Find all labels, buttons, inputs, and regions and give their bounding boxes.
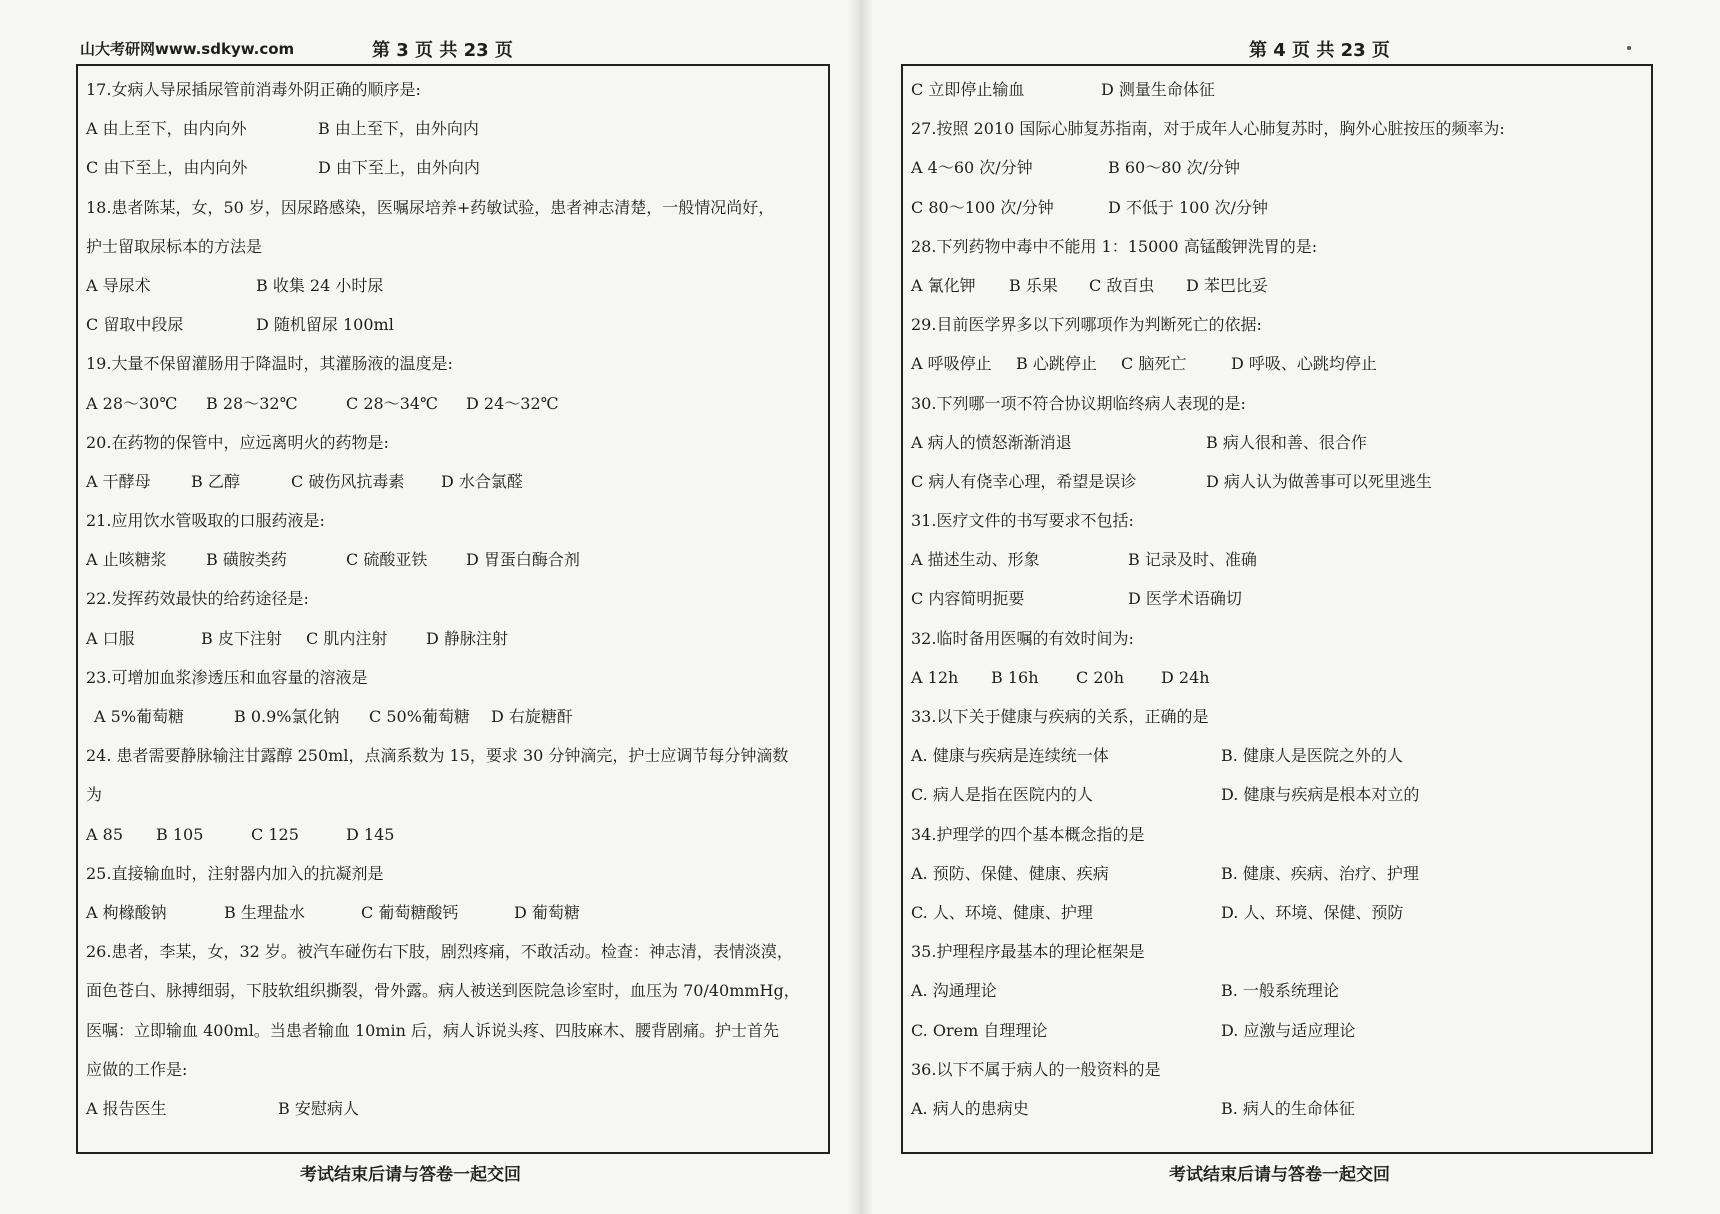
answer-option: D. 人、环境、保健、预防 (1221, 902, 1404, 922)
answer-options (86, 1089, 820, 1128)
question-lines (911, 70, 1643, 1128)
page-4 (872, 0, 1720, 1214)
question-lines (86, 70, 820, 1128)
question-text: 29.目前医学界多以下列哪项作为判断死亡的依据: (911, 315, 1262, 335)
answer-option: C. 人、环境、健康、护理 (911, 902, 1093, 922)
answer-options (86, 384, 820, 423)
question-frame (76, 64, 830, 1154)
answer-options (911, 462, 1643, 501)
answer-option: B 收集 24 小时尿 (256, 275, 384, 295)
answer-option: D 医学术语确切 (1128, 589, 1242, 609)
question-text: 24. 患者需要静脉输注甘露醇 250ml，点滴系数为 15，要求 30 分钟滴完，护士应调节每分钟滴数 (86, 746, 789, 766)
scan-speck (1627, 46, 1631, 50)
answer-option: C 破伤风抗毒素 (291, 471, 405, 491)
answer-options (911, 893, 1643, 932)
question-text: 31.医疗文件的书写要求不包括: (911, 511, 1134, 531)
answer-option: A 氰化钾 (911, 275, 976, 295)
answer-options (911, 1011, 1643, 1050)
answer-options (86, 815, 820, 854)
footer-note: 考试结束后请与答卷一起交回 (300, 1165, 521, 1185)
answer-option: D 水合氯醛 (441, 471, 523, 491)
answer-option: A 5%葡萄糖 (94, 707, 185, 726)
answer-option: C 留取中段尿 (86, 315, 184, 335)
question-text: 医嘱：立即输血 400ml。当患者输血 10min 后，病人诉说头疼、四肢麻木、腰背剧痛。护士首先 (86, 1020, 780, 1040)
answer-options (86, 462, 820, 501)
answer-option: A. 沟通理论 (911, 981, 997, 1001)
answer-option: A 导尿术 (86, 275, 151, 295)
answer-option: C 葡萄糖酸钙 (361, 902, 459, 922)
answer-option: B. 一般系统理论 (1221, 981, 1339, 1001)
answer-option: D 24h (1161, 667, 1210, 687)
answer-option: A 由上至下，由内向外 (86, 119, 247, 139)
answer-option: C 敌百虫 (1089, 275, 1155, 295)
question-text: 25.直接输血时，注射器内加入的抗凝剂是 (86, 863, 384, 883)
answer-options (86, 266, 820, 305)
answer-option: B 乐果 (1009, 275, 1058, 295)
answer-option: C 肌内注射 (306, 628, 388, 648)
answer-options (86, 540, 820, 579)
answer-option: C 立即停止输血 (911, 80, 1025, 99)
answer-option: D 测量生命体征 (1101, 80, 1215, 99)
answer-options (911, 540, 1643, 579)
answer-options (911, 579, 1643, 618)
question-text: 26.患者，李某，女，32 岁。被汽车碰伤右下肢，剧烈疼痛，不敢活动。检查：神志清，表情淡漠， (86, 942, 793, 962)
question-text: 18.患者陈某，女，50 岁，因尿路感染，医嘱尿培养+药敏试验，患者神志清楚，一般情况尚好， (86, 197, 775, 217)
answer-option: C 脑死亡 (1121, 354, 1187, 374)
answer-option: A. 健康与疾病是连续统一体 (911, 746, 1109, 766)
answer-option: D 由下至上，由外向内 (318, 158, 480, 178)
question-text: 36.以下不属于病人的一般资料的是 (911, 1059, 1161, 1079)
footer-note: 考试结束后请与答卷一起交回 (1169, 1165, 1390, 1185)
question-text: 面色苍白、脉搏细弱，下肢软组织撕裂，骨外露。病人被送到医院急诊室时，血压为 70/40mmHg， (86, 981, 800, 1001)
question-text: 22.发挥药效最快的给药途径是: (86, 589, 309, 609)
answer-option: A 28～30℃ (86, 393, 178, 413)
answer-options (911, 266, 1643, 305)
answer-option: D. 应激与适应理论 (1221, 1020, 1356, 1040)
question-text: 27.按照 2010 国际心肺复苏指南，对于成年人心肺复苏时，胸外心脏按压的频率为: (911, 119, 1505, 139)
page-number-label: 第 3 页 共 23 页 (372, 40, 513, 61)
answer-options (86, 109, 820, 148)
answer-option: B 28～32℃ (206, 393, 298, 413)
answer-option: B 生理盐水 (224, 902, 305, 922)
answer-options (86, 893, 820, 932)
answer-option: C 125 (251, 824, 299, 844)
question-frame (901, 64, 1653, 1154)
answer-options (911, 148, 1643, 187)
answer-options (911, 775, 1643, 814)
question-text: 35.护理程序最基本的理论框架是 (911, 942, 1145, 962)
question-text: 30.下列哪一项不符合协议期临终病人表现的是: (911, 393, 1246, 413)
answer-option: A 止咳糖浆 (86, 550, 167, 570)
answer-option: A 报告医生 (86, 1098, 167, 1118)
answer-option: B 由上至下，由外向内 (318, 119, 479, 139)
answer-option: A 枸橼酸钠 (86, 902, 167, 922)
question-text: 33.以下关于健康与疾病的关系，正确的是 (911, 707, 1209, 726)
answer-option: A 呼吸停止 (911, 354, 992, 374)
answer-option: D 随机留尿 100ml (256, 315, 394, 335)
answer-option: B 16h (991, 667, 1039, 687)
answer-option: D 145 (346, 824, 395, 844)
answer-option: D 呼吸、心跳均停止 (1231, 354, 1377, 374)
answer-option: B. 病人的生命体征 (1221, 1098, 1355, 1118)
answer-option: C 内容简明扼要 (911, 589, 1025, 609)
answer-option: B 60～80 次/分钟 (1108, 158, 1241, 178)
answer-option: D 静脉注射 (426, 628, 508, 648)
question-text: 32.临时备用医嘱的有效时间为: (911, 628, 1134, 648)
answer-options (911, 344, 1643, 383)
answer-option: D. 健康与疾病是根本对立的 (1221, 785, 1420, 805)
answer-options (911, 658, 1643, 697)
question-text: 护士留取尿标本的方法是 (86, 236, 263, 256)
answer-option: B. 健康、疾病、治疗、护理 (1221, 863, 1419, 883)
answer-option: D 葡萄糖 (514, 902, 580, 922)
answer-option: B 安慰病人 (278, 1098, 359, 1118)
answer-option: B 105 (156, 824, 204, 844)
answer-option: D 24～32℃ (466, 393, 559, 413)
answer-option: D 不低于 100 次/分钟 (1108, 197, 1269, 217)
answer-option: B. 健康人是医院之外的人 (1221, 746, 1403, 766)
answer-option: A 85 (86, 824, 123, 844)
answer-options (911, 70, 1643, 109)
answer-option: C 由下至上，由内向外 (86, 158, 248, 178)
answer-option: A 12h (911, 667, 959, 687)
answer-option: A. 预防、保健、健康、疾病 (911, 863, 1109, 883)
answer-options (86, 697, 820, 736)
answer-option: C 病人有侥幸心理，希望是误诊 (911, 471, 1137, 491)
answer-option: C 20h (1076, 667, 1124, 687)
answer-option: B 心跳停止 (1016, 354, 1097, 374)
answer-option: A 4～60 次/分钟 (911, 158, 1033, 178)
site-header: 山大考研网www.sdkyw.com (80, 40, 295, 58)
answer-option: B 记录及时、准确 (1128, 550, 1257, 570)
question-text: 为 (86, 785, 103, 805)
answer-option: A 口服 (86, 628, 135, 648)
answer-option: A 病人的愤怒渐渐消退 (911, 432, 1072, 452)
answer-option: C 硫酸亚铁 (346, 550, 428, 570)
answer-options (911, 854, 1643, 893)
answer-options (911, 1089, 1643, 1128)
question-text: 28.下列药物中毒中不能用 1：15000 高锰酸钾洗胃的是: (911, 236, 1318, 256)
page-number-label: 第 4 页 共 23 页 (1249, 40, 1390, 61)
answer-option: B 病人很和善、很合作 (1206, 432, 1367, 452)
answer-option: C 50%葡萄糖 (369, 707, 470, 726)
answer-option: A. 病人的患病史 (911, 1098, 1029, 1118)
question-text: 20.在药物的保管中，应远离明火的药物是: (86, 432, 389, 452)
answer-option: A 干酵母 (86, 471, 151, 491)
question-text: 应做的工作是: (86, 1059, 188, 1079)
answer-options (86, 619, 820, 658)
question-text: 19.大量不保留灌肠用于降温时，其灌肠液的温度是: (86, 354, 453, 374)
answer-options (911, 971, 1643, 1010)
answer-option: C 80～100 次/分钟 (911, 197, 1054, 217)
question-text: 23.可增加血浆渗透压和血容量的溶液是 (86, 667, 368, 687)
answer-options (86, 148, 820, 187)
question-text: 21.应用饮水管吸取的口服药液是: (86, 511, 325, 531)
answer-option: B 0.9%氯化钠 (234, 707, 340, 726)
answer-option: C 28～34℃ (346, 393, 438, 413)
answer-option: D 右旋糖酐 (491, 707, 573, 726)
answer-option: C. 病人是指在医院内的人 (911, 785, 1093, 805)
answer-options (911, 188, 1643, 227)
answer-option: C. Orem 自理理论 (911, 1020, 1048, 1040)
question-text: 34.护理学的四个基本概念指的是 (911, 824, 1145, 844)
answer-option: B 磺胺类药 (206, 550, 287, 570)
answer-option: A 描述生动、形象 (911, 550, 1040, 570)
answer-option: D 苯巴比妥 (1186, 275, 1268, 295)
answer-option: B 皮下注射 (201, 628, 282, 648)
answer-option: D 病人认为做善事可以死里逃生 (1206, 471, 1432, 491)
answer-options (911, 736, 1643, 775)
answer-options (86, 305, 820, 344)
question-text: 17.女病人导尿插尿管前消毒外阴正确的顺序是: (86, 80, 421, 99)
answer-options (911, 423, 1643, 462)
answer-option: D 胃蛋白酶合剂 (466, 550, 580, 570)
answer-option: B 乙醇 (191, 471, 240, 491)
